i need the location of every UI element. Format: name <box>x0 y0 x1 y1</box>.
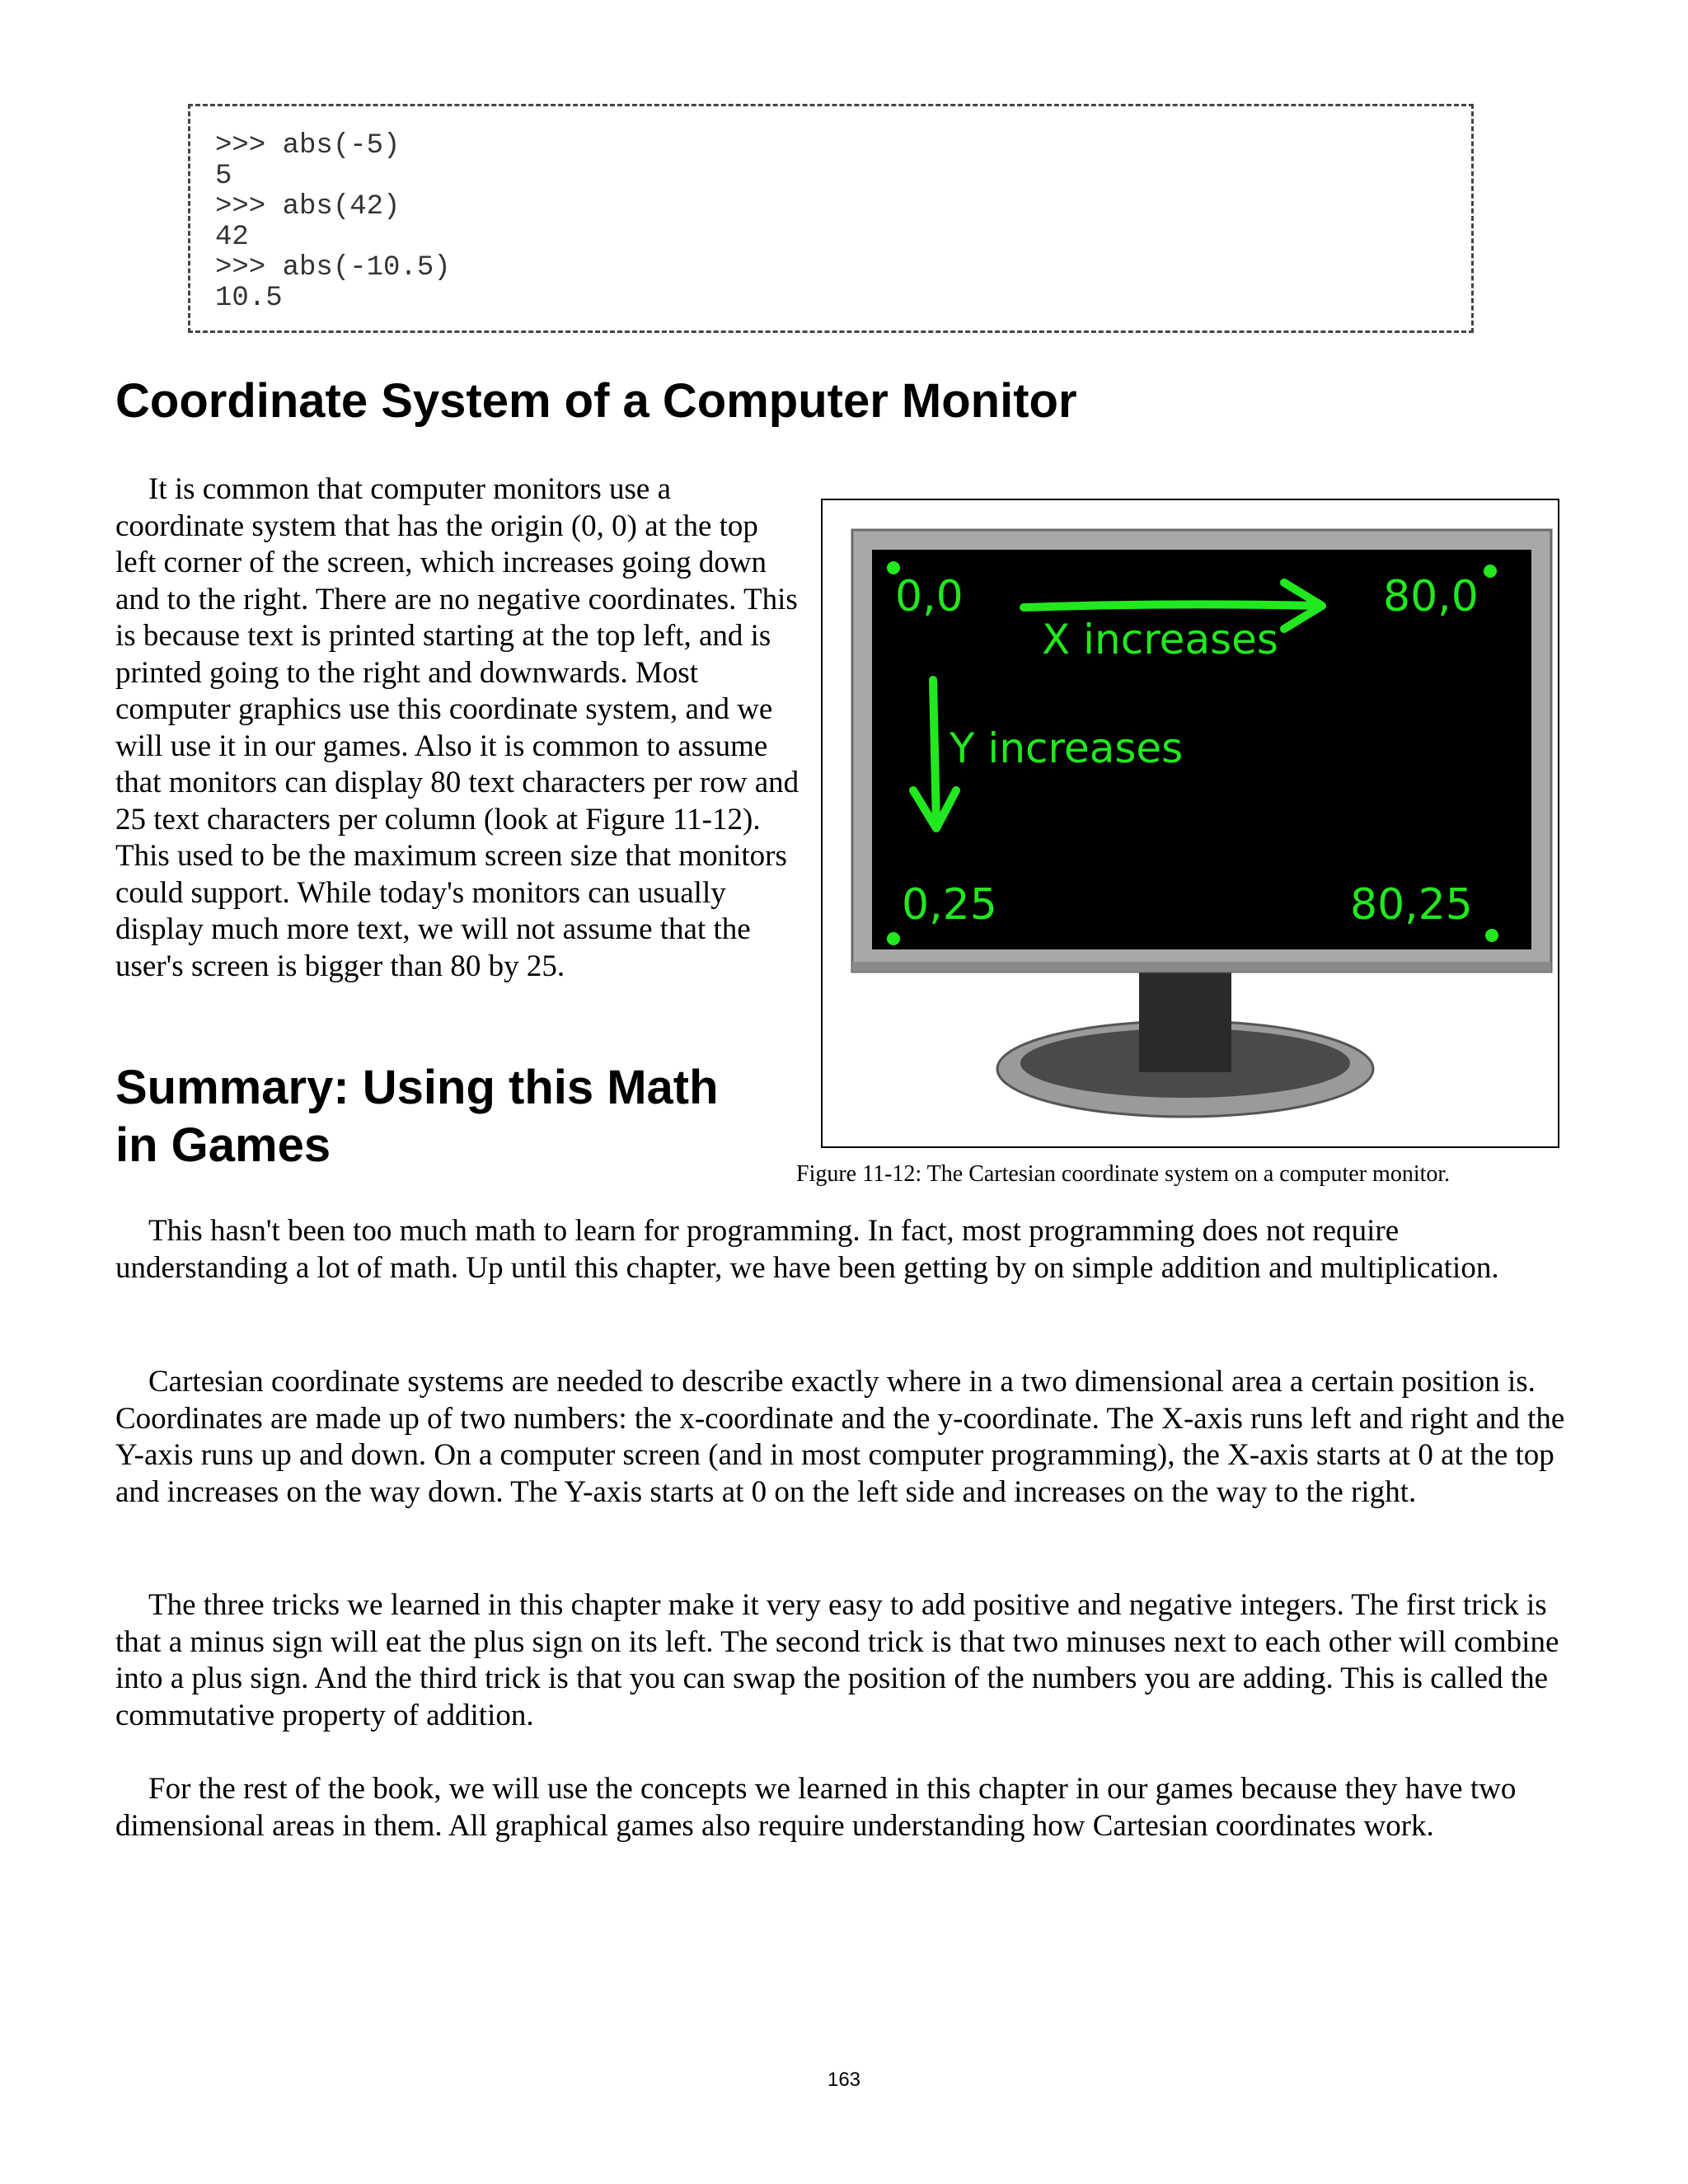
corner-dot-bottom-right <box>1485 929 1498 942</box>
label-top-right: 80,0 <box>1383 572 1479 621</box>
monitor-stand-neck <box>1139 968 1231 1072</box>
code-block <box>188 104 1474 333</box>
figure-caption: Figure 11-12: The Cartesian coordinate system on a computer monitor. <box>796 1161 1451 1187</box>
intro-paragraph: It is common that computer monitors use a coordinate system that has the origin (0, 0) at the top left corner of the screen, which increases going down and to the right. There are no negative coordinates. This is because text is printed starting at the top left, and is printed going to the right and downwards. Most computer graphics use this coordinate system, and we will use it in our games. Also it is common to assume that monitors can display 80 text characters per row and 25 text characters per column (look at Figure 11-12). This used to be the maximum screen size that monitors could support. While today's monitors can usually display much more text, we will not assume that the user's screen is bigger than 80 by 25. <box>115 472 799 983</box>
section-heading: Coordinate System of a Computer Monitor <box>115 374 1077 428</box>
code-line: >>> abs(-10.5) <box>215 252 451 284</box>
code-line: 42 <box>215 222 249 253</box>
label-bottom-left: 0,25 <box>902 880 997 930</box>
summary-heading: Summary: Using this Math in Games <box>115 1061 719 1172</box>
y-arrow <box>933 680 936 825</box>
corner-dot-bottom-left <box>887 932 900 945</box>
summary-paragraph: For the rest of the book, we will use the concepts we learned in this chapter in our games because they have two dimensional areas in them. All graphical games also require understanding how Cartesian coordinates work. <box>115 1772 1517 1843</box>
summary-paragraph: This hasn't been too much math to learn for programming. In fact, most programming does not require understanding a lot of math. Up until this chapter, we have been getting by on simple addition and multiplication. <box>115 1214 1499 1285</box>
x-arrow <box>1024 604 1317 607</box>
code-line: >>> abs(42) <box>215 191 401 223</box>
code-line: 10.5 <box>215 283 283 314</box>
corner-dot-top-right <box>1484 565 1497 578</box>
monitor-illustration <box>823 500 1558 1146</box>
code-line: 5 <box>215 161 232 192</box>
page-number: 163 <box>827 2069 861 2091</box>
label-top-left: 0,0 <box>895 572 964 621</box>
label-bottom-right: 80,25 <box>1350 880 1473 930</box>
label-y-increases: Y increases <box>950 724 1184 772</box>
label-x-increases: X increases <box>1042 616 1278 663</box>
summary-paragraph: The three tricks we learned in this chapter make it very easy to add positive and negative integers. The first trick is that a minus sign will eat the plus sign on its left. The second trick is that two minuses next to each other will combine into a plus sign. And the third trick is that you can swap the position of the numbers you are adding. This is called the commutative property of addition. <box>115 1588 1559 1732</box>
code-line: >>> abs(-5) <box>215 130 401 162</box>
monitor-figure <box>821 499 1559 1148</box>
summary-paragraph: Cartesian coordinate systems are needed to describe exactly where in a two dimensional area a certain position is. Coordinates are made up of two numbers: the x-coordinate and the y-coordinate. The X-axis runs left and right and the Y-axis runs up and down. On a computer screen (and in most computer programming), the X-axis starts at 0 at the top and increases on the way down. The Y-axis starts at 0 on the left side and increases on the way to the right. <box>115 1365 1565 1509</box>
